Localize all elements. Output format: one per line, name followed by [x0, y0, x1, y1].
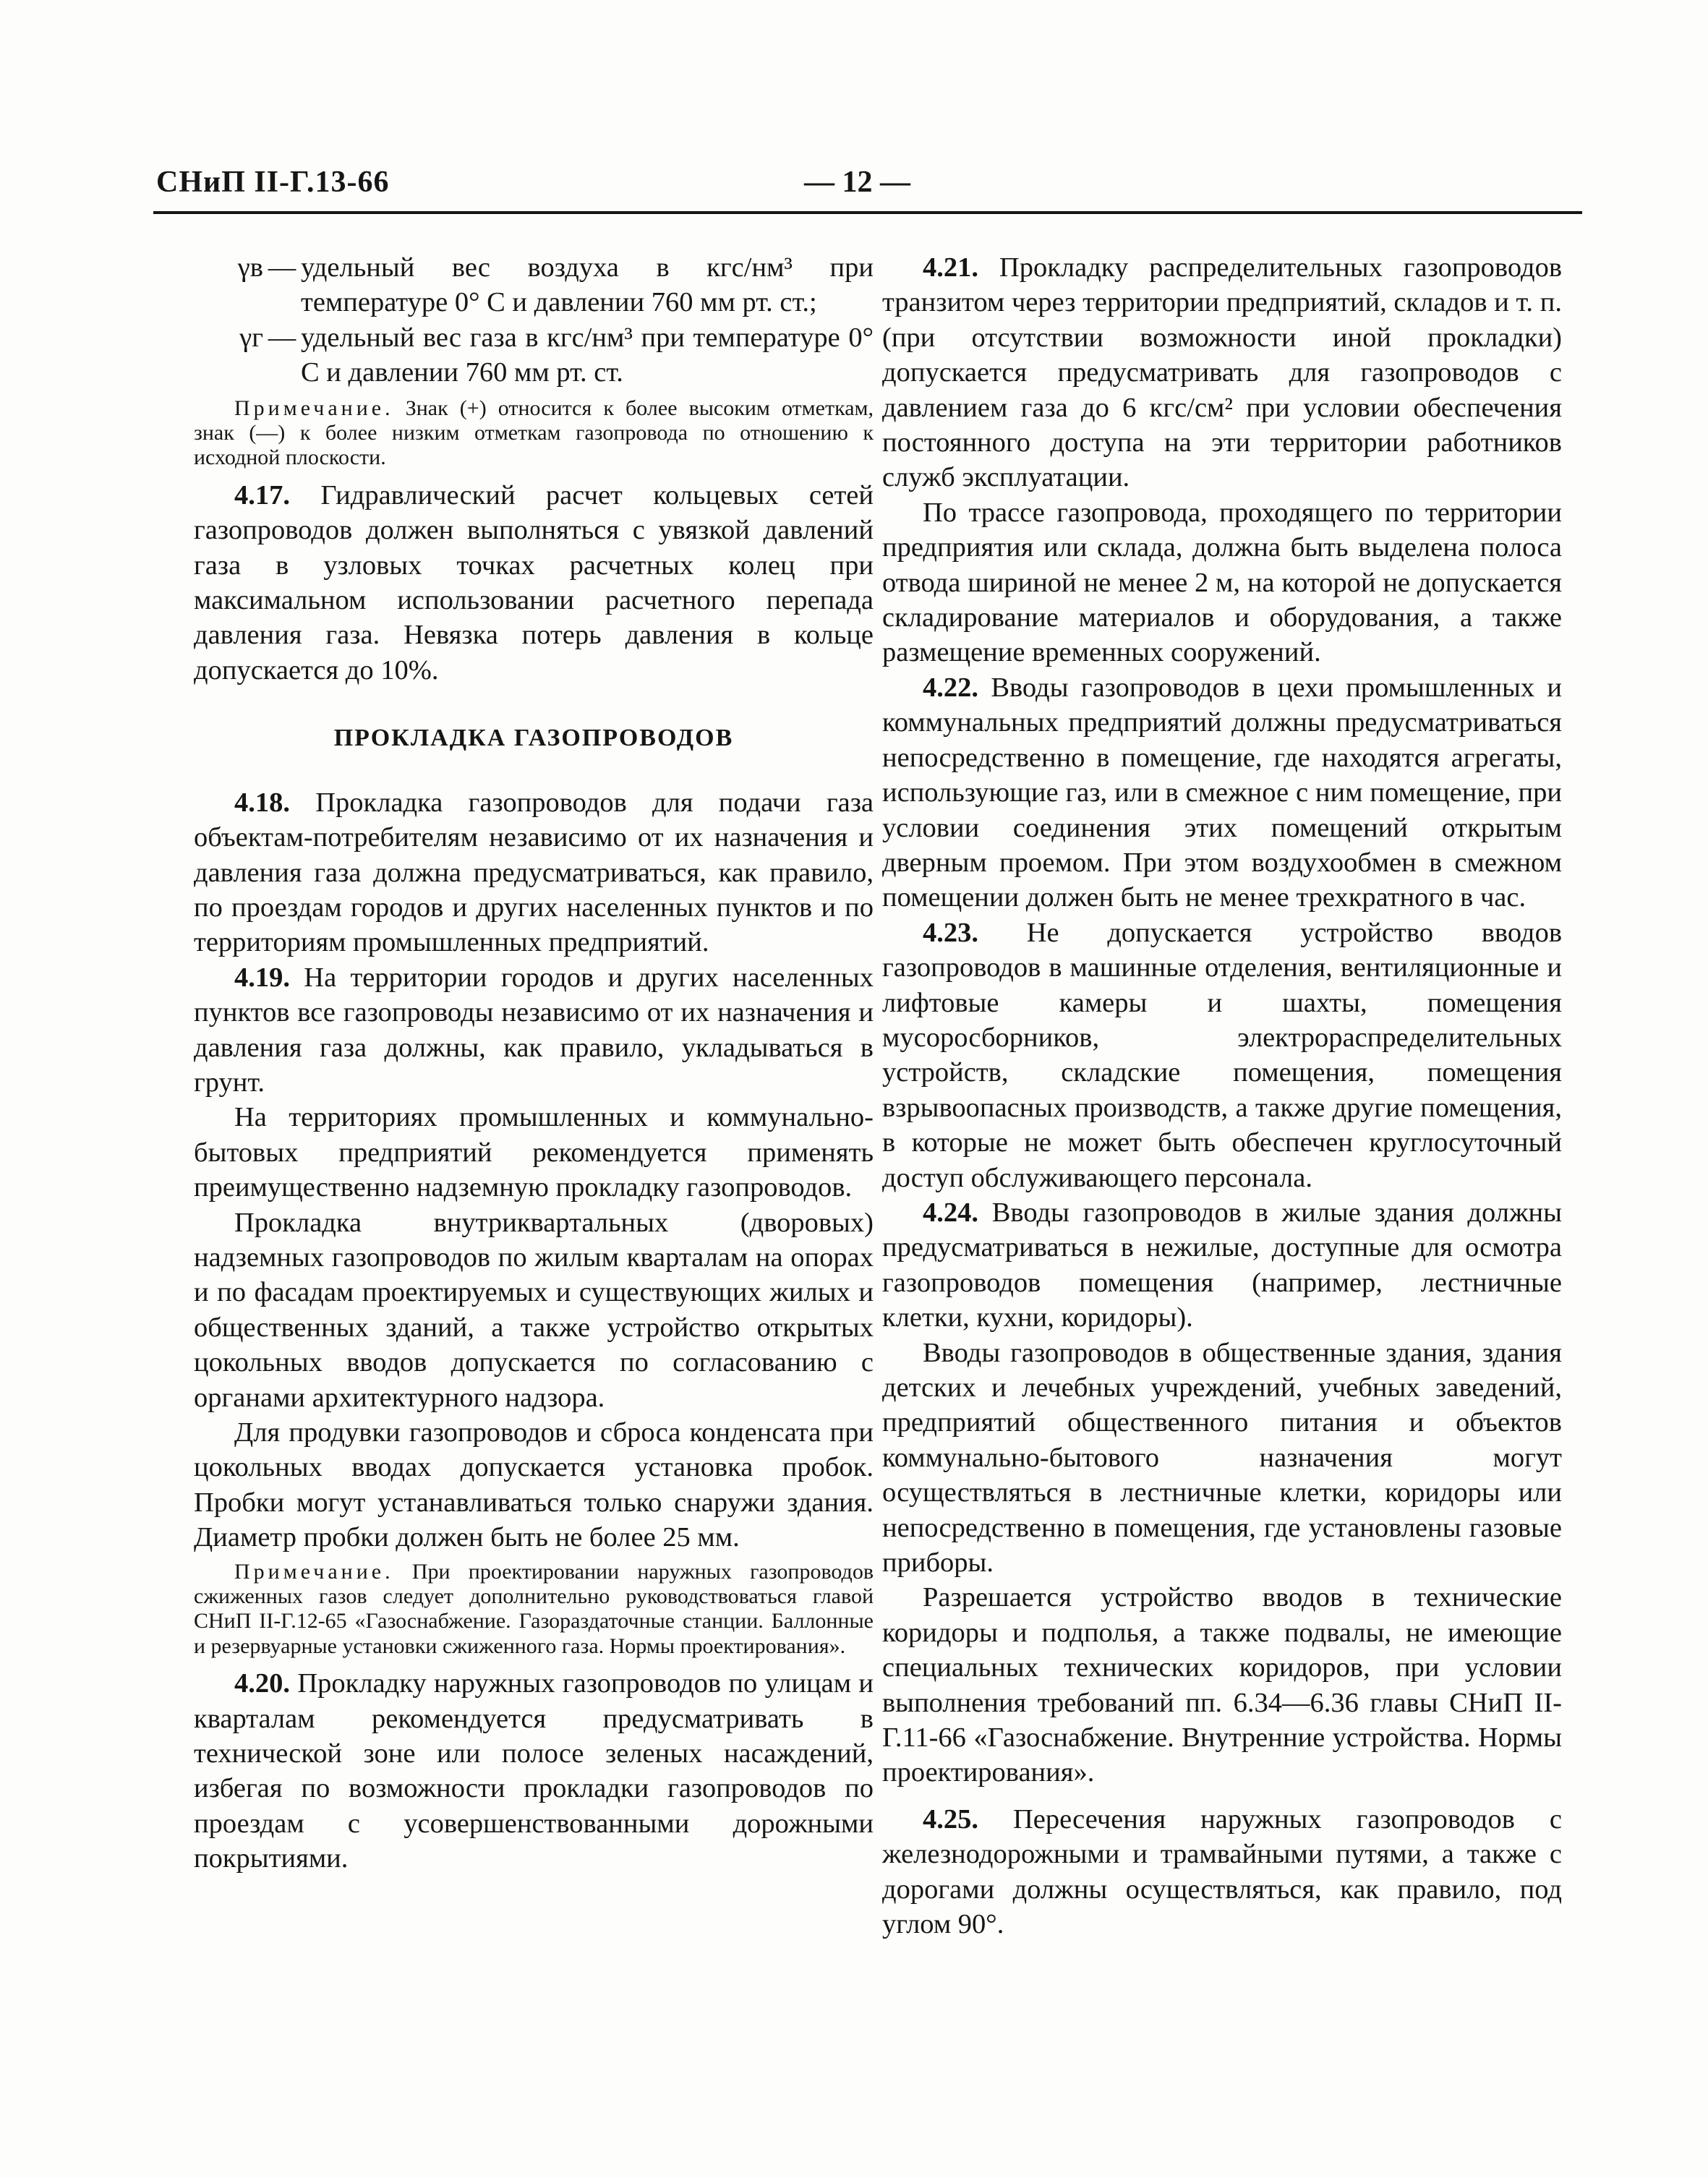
- definition-item: [194, 250, 874, 320]
- note-sign: [194, 396, 874, 471]
- clause-number: 4.19.: [234, 962, 290, 993]
- clause-number: 4.18.: [234, 787, 290, 818]
- clause-number: 4.23.: [923, 917, 978, 948]
- page-number: — 12 —: [804, 166, 910, 199]
- paragraph-4-24-c: Разрешается устройство вводов в технические коридоры и подполья, а также подвалы, не имеющие специальных технических коридоров, при условии выполнения требований пп. 6.34—6.36 главы СНиП II-Г.11-66 «Газоснабжение. Внутренние устройства. Нормы проектирования».: [882, 1582, 1562, 1788]
- clause-number: 4.21.: [923, 252, 978, 283]
- clause-number: 4.22.: [923, 672, 978, 703]
- definition-symbol: γв: [237, 252, 263, 283]
- header-rule: [153, 211, 1582, 214]
- clause-number: 4.17.: [234, 479, 290, 511]
- note-label: Примечание.: [234, 396, 394, 420]
- clause-text: Прокладку наружных газопроводов по улицам и кварталам рекомендуется предусматривать в технической зоне или полосе зеленых насаждений, избегая по возможности прокладки газопроводов по проездам с усовершенствованными дорожными покрытиями.: [194, 1668, 874, 1874]
- paragraph-4-20: [194, 1666, 874, 1876]
- section-heading: ПРОКЛАДКА ГАЗОПРОВОДОВ: [333, 725, 734, 752]
- note-text: При проектировании наружных газопроводов сжиженных газов следует дополнительно руководствоваться главой СНиП II-Г.12-65 «Газоснабжение. Газораздаточные станции. Баллонные и резервуарные установки сжиженного газа. Нормы проектирования».: [194, 1559, 874, 1658]
- paragraph-4-19: [194, 960, 874, 1101]
- clause-number: 4.24.: [923, 1197, 978, 1228]
- clause-number: 4.25.: [923, 1803, 978, 1835]
- clause-text: Не допускается устройство вводов газопроводов в машинные отделения, вентиляционные и лифтовые камеры и шахты, помещения мусоросборников, электрораспределительных устройств, складские помещения, помещения взрывоопасных производств, а также другие помещения, в которые не может быть обеспечен круглосуточный доступ обслуживающего персонала.: [882, 917, 1562, 1193]
- clause-text: Прокладка газопроводов для подачи газа объектам-потребителям независимо от их назначения и давления газа должна предусматриваться, как правило, по проездам городов и других населенных пунктов и по территориям промышленных предприятий.: [194, 787, 874, 958]
- paragraph-4-19-b: На территориях промышленных и коммунально-бытовых предприятий рекомендуется применять преимущественно надземную прокладку газопроводов.: [194, 1102, 874, 1203]
- clause-text: На территории городов и других населенных пунктов все газопроводы независимо от их назначения и давления газа должны, как правило, укладываться в грунт.: [194, 962, 874, 1098]
- paragraph-4-17: [194, 478, 874, 688]
- right-column: [882, 250, 1562, 1942]
- paragraph-4-23: [882, 915, 1562, 1195]
- clause-text: Пересечения наружных газопроводов с железнодорожными и трамвайными путями, а также с дорогами должны осуществляться, как правило, под углом 90°.: [882, 1803, 1562, 1940]
- definition-dash: —: [268, 252, 296, 283]
- definition-text: удельный вес воздуха в кгс/нм³ при температуре 0° С и давлении 760 мм рт. ст.;: [301, 252, 874, 318]
- clause-text: Прокладку распределительных газопроводов транзитом через территории предприятий, складов и т. п. (при отсутствии возможности иной прокладки) допускается предусматривать для газопроводов с давлением газа до 6 кгс/см² при условии обеспечения постоянного доступа на эти территории работников служб эксплуатации.: [882, 252, 1563, 493]
- symbol-definitions: [194, 250, 874, 390]
- paragraph-4-19-d: Для продувки газопроводов и сброса конденсата при цокольных вводах допускается установка пробок. Пробки могут устанавливаться только снаружи здания. Диаметр пробки должен быть не более 25 мм.: [194, 1417, 874, 1553]
- definition-dash: —: [268, 322, 296, 353]
- paragraph-4-24-b: Вводы газопроводов в общественные здания, здания детских и лечебных учреждений, учебных заведений, предприятий общественного питания и объектов коммунально-бытового назначения могут осуществляться в лестничные клетки, коридоры или непосредственно в помещения, где установлены газовые приборы.: [882, 1337, 1562, 1579]
- clause-text: Гидравлический расчет кольцевых сетей газопроводов должен выполняться с увязкой давлений газа в узловых точках расчетных колец при максимальном использовании расчетного перепада давления газа. Невязка потерь давления в кольце допускается до 10%.: [194, 479, 874, 686]
- paragraph-4-25: [882, 1802, 1562, 1942]
- paragraph-4-21: [882, 250, 1562, 495]
- paragraph-4-18: [194, 785, 874, 960]
- clause-text: Вводы газопроводов в цехи промышленных и коммунальных предприятий должны предусматриваться непосредственно в помещение, где находятся агрегаты, использующие газ, или в смежное с ним помещение, при условии соединения этих помещений открытым дверным проемом. При этом воздухообмен в смежном помещении должен быть не менее трехкратного в час.: [882, 672, 1563, 913]
- paragraph-4-19-c: Прокладка внутриквартальных (дворовых) надземных газопроводов по жилым кварталам на опорах и по фасадам проектируемых и существующих жилых и общественных зданий, а также устройство открытых цокольных вводов допускается по согласованию с органами архитектурного надзора.: [194, 1207, 874, 1413]
- document-code: СНиП II-Г.13-66: [156, 166, 390, 199]
- note-text: Знак (+) относится к более высоким отметкам, знак (—) к более низким отметкам газопровода по отношению к исходной плоскости.: [194, 396, 874, 470]
- spacer: [882, 1790, 1562, 1802]
- clause-text: Вводы газопроводов в жилые здания должны предусматриваться в нежилые, доступные для осмотра газопроводов помещения (например, лестничные клетки, кухни, коридоры).: [882, 1197, 1563, 1333]
- paragraph-4-21-b: По трассе газопровода, проходящего по территории предприятия или склада, должна быть выделена полоса отвода шириной не менее 2 м, на которой не допускается складирование материалов и оборудования, а также размещение временных сооружений.: [882, 497, 1562, 668]
- definition-symbol: γг: [239, 322, 263, 353]
- paragraph-4-24: [882, 1195, 1562, 1336]
- left-column: [194, 250, 874, 1876]
- note-label: Примечание.: [234, 1559, 394, 1584]
- paragraph-4-22: [882, 670, 1562, 915]
- note-liquefied-gas: [194, 1560, 874, 1660]
- definition-text: удельный вес газа в кгс/нм³ при температуре 0° С и давлении 760 мм рт. ст.: [301, 322, 874, 388]
- definition-item: [194, 320, 874, 390]
- clause-number: 4.20.: [234, 1668, 290, 1699]
